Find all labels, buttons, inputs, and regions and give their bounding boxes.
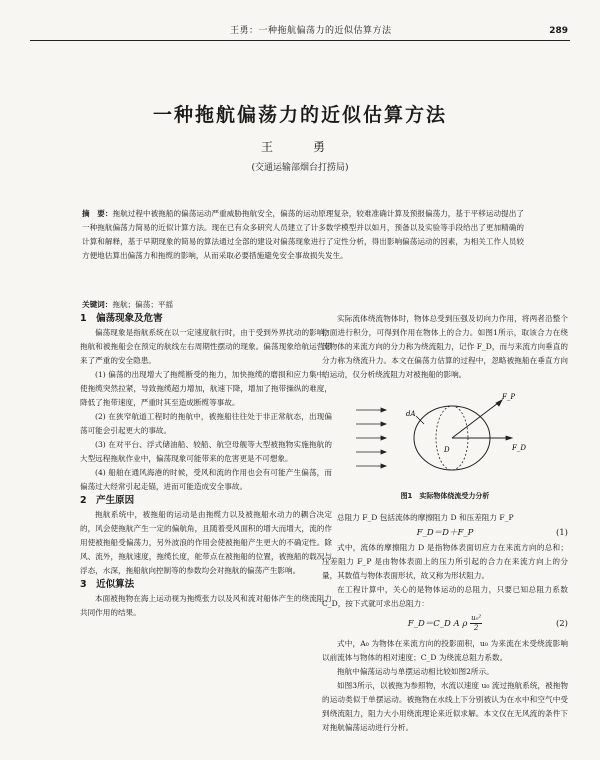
equation-1 [322,525,568,541]
author: 王 勇 [260,140,339,154]
equation-2 [322,611,568,637]
figure-1-caption: 图1 实际物体绕流受力分析 [400,492,490,500]
figure-1 [322,388,568,486]
equation-2-number: (2) [555,619,568,629]
drag-arrowhead [506,436,512,440]
paragraph: 本面被拖物在海上运动视为拖缆张力以及风和流对船体产生的绕流阻力共同作用的结果。 [80,594,332,617]
keywords [82,299,524,310]
paragraph: 如图3所示，以被拖为参照物，水流以速度 u₀ 流过拖航系统，被拖物的运动类似于单摆运动。被拖物在水线上下分别被认为在水中和空气中受到绕流阻力，阻力大小用绕流理论来近似求解。本文仅在无风流的条件下对拖航偏荡运动进行分析。 [322,681,568,732]
abstract [82,207,524,263]
paragraph: 实际流体绕流物体时，物体总受到压强及切向力作用，将两者沿整个物面进行积分，可得到作用在物体上的合力。如图1所示，取该合力在绕流物体的来流方向的分力称为绕流阻力，记作 F_D，而与来流方向垂直的分力称为绕流升力。本文在偏荡力估算的过程中，忽略被拖船在垂直方向的运动，仅分析绕流阻力对被拖船的影响。 [322,314,568,379]
paragraph: 偏荡现象是指航系统在以一定速度航行时，由于受到外界扰动的影响，拖航和被拖船会在预定的航线左右周期性摆动的现象。偏荡现象给航运营带来了严重的安全隐患。 [80,328,332,365]
keywords-text: 拖航；偏荡；平摇 [112,300,174,309]
paragraph: 总阻力 F_D 包括流体的摩擦阻力 D 和压差阻力 F_P [337,513,514,522]
label-da: dA [406,410,416,418]
paragraph: (2) 在狭窄航道工程时的拖航中，被拖船往往处于非正常航态，出现偏荡可能会引起更大的事故。 [80,412,332,435]
running-header [30,24,570,41]
abstract-label: 摘 要： [82,209,113,218]
paragraph: (1) 偏荡的出现增大了拖缆断受的拖力，加快拖缆的磨损和应力集中，使拖缆突然拉紧，导致拖缆超力增加，航速下降，增加了拖带操纵的难度，降低了拖带速度，严重时其至造成断缆等事故。 [80,370,332,407]
keywords-label: 关键词： [82,300,113,309]
label-fd: F_D [512,444,526,452]
label-d: D [444,446,450,454]
affiliation: (交通运输部烟台打捞局) [251,163,349,173]
equation-1-number: (1) [555,528,568,538]
running-head: 王勇：一种拖航偏荡力的近似估算方法 [230,26,392,36]
paragraph: 式中，流体的摩擦阻力 D 是指物体表面切应力在来流方向的总和；压差阻力 F_P 是由物体表面上的压力所引起的合力在来流方向上的分量，其数值与物体表面形状，故又称为形状阻力。 [322,543,568,580]
flow-arrowhead [381,464,386,468]
paper-title: 一种拖航偏荡力的近似估算方法 [152,104,447,126]
equation-2-left: F_D＝C_D A ρ [407,619,468,629]
paragraph: (3) 在对平台、浮式储油船、较船、航空母舰等大型被拖物实施拖航的大型远程拖航作业中，偏荡现象可能带来的危害更是不可想象。 [80,440,332,463]
label-fp: F_P [502,393,516,401]
flow-arrowhead [381,408,386,412]
paragraph: 在工程计算中，关心的是物体运动的总阻力，只要已知总阻力系数 C_D，按下式就可求出总阻力： [322,585,568,608]
paragraph: 拖航中偏荡运动与单摆运动相比较如图2所示。 [337,667,494,676]
abstract-text: 拖航过程中被拖船的偏荡运动严重威胁拖航安全，偏荡的运动原理复杂，较难准确计算及预报偏荡力，基于平移运动提出了一种拖航偏荡力简易的近似计算方法。现在已有众多研究人员建立了计多数学模型并以如月，预备以及实验等手段给出了更加精确的计算和解释，基于早期现象的简易的算法通过全部的建设对偏荡现象进行了定性分析，得出影响偏荡运动的因素，为相关工作人员较方便地估算出偏荡力和拖缆的影响，从而采取必要措施避免安全事故损失发生。 [82,209,524,260]
equation-1-body: F_D＝D＋F_P [416,528,474,538]
right-column [322,312,568,735]
paragraph: 拖航系统中，被拖船的运动是由拖缆力以及被拖船水动力的耦合决定的，风会使拖航产生一定的偏航角，且随着受风面积的增大而增大，流的作用使被拖船受偏荡力，另外波浪的作用会使被拖船产生更大的不确定性。除风、流外，拖航速度，拖缆长度，舵带点在被拖船的位置，被拖船的载况与浮态，水深，拖船航向控制等的参数均会对拖航的偏荡产生影响。 [80,510,332,575]
fraction-numerator: u₀² [471,614,482,622]
flow-arrowhead [381,436,386,440]
paragraph: 式中，A₀ 为物体在来流方向的投影面积，u₀ 为来流在未受绕流影响以前流体与物体的相对速度；C_D 为绕流总阻力系数。 [322,639,568,662]
left-column [80,312,332,620]
page-number: 289 [549,26,568,36]
paragraph: (4) 船舶在通风海港的时候，受风和流的作用也会有可能产生偏荡，而偏荡过大经常引起走锚，进而可能造成安全事故。 [80,468,332,491]
section-heading-3: 3 近似算法 [80,579,135,590]
flow-force-diagram [352,392,532,484]
fraction-denominator: 2 [473,624,479,632]
force-vector [452,400,502,438]
equation-2-fraction [470,614,482,633]
section-heading-1: 1 偏荡现象及危害 [80,313,163,324]
flow-arrowhead [381,450,386,454]
section-heading-2: 2 产生原因 [80,495,135,506]
flow-arrowhead [381,422,386,426]
